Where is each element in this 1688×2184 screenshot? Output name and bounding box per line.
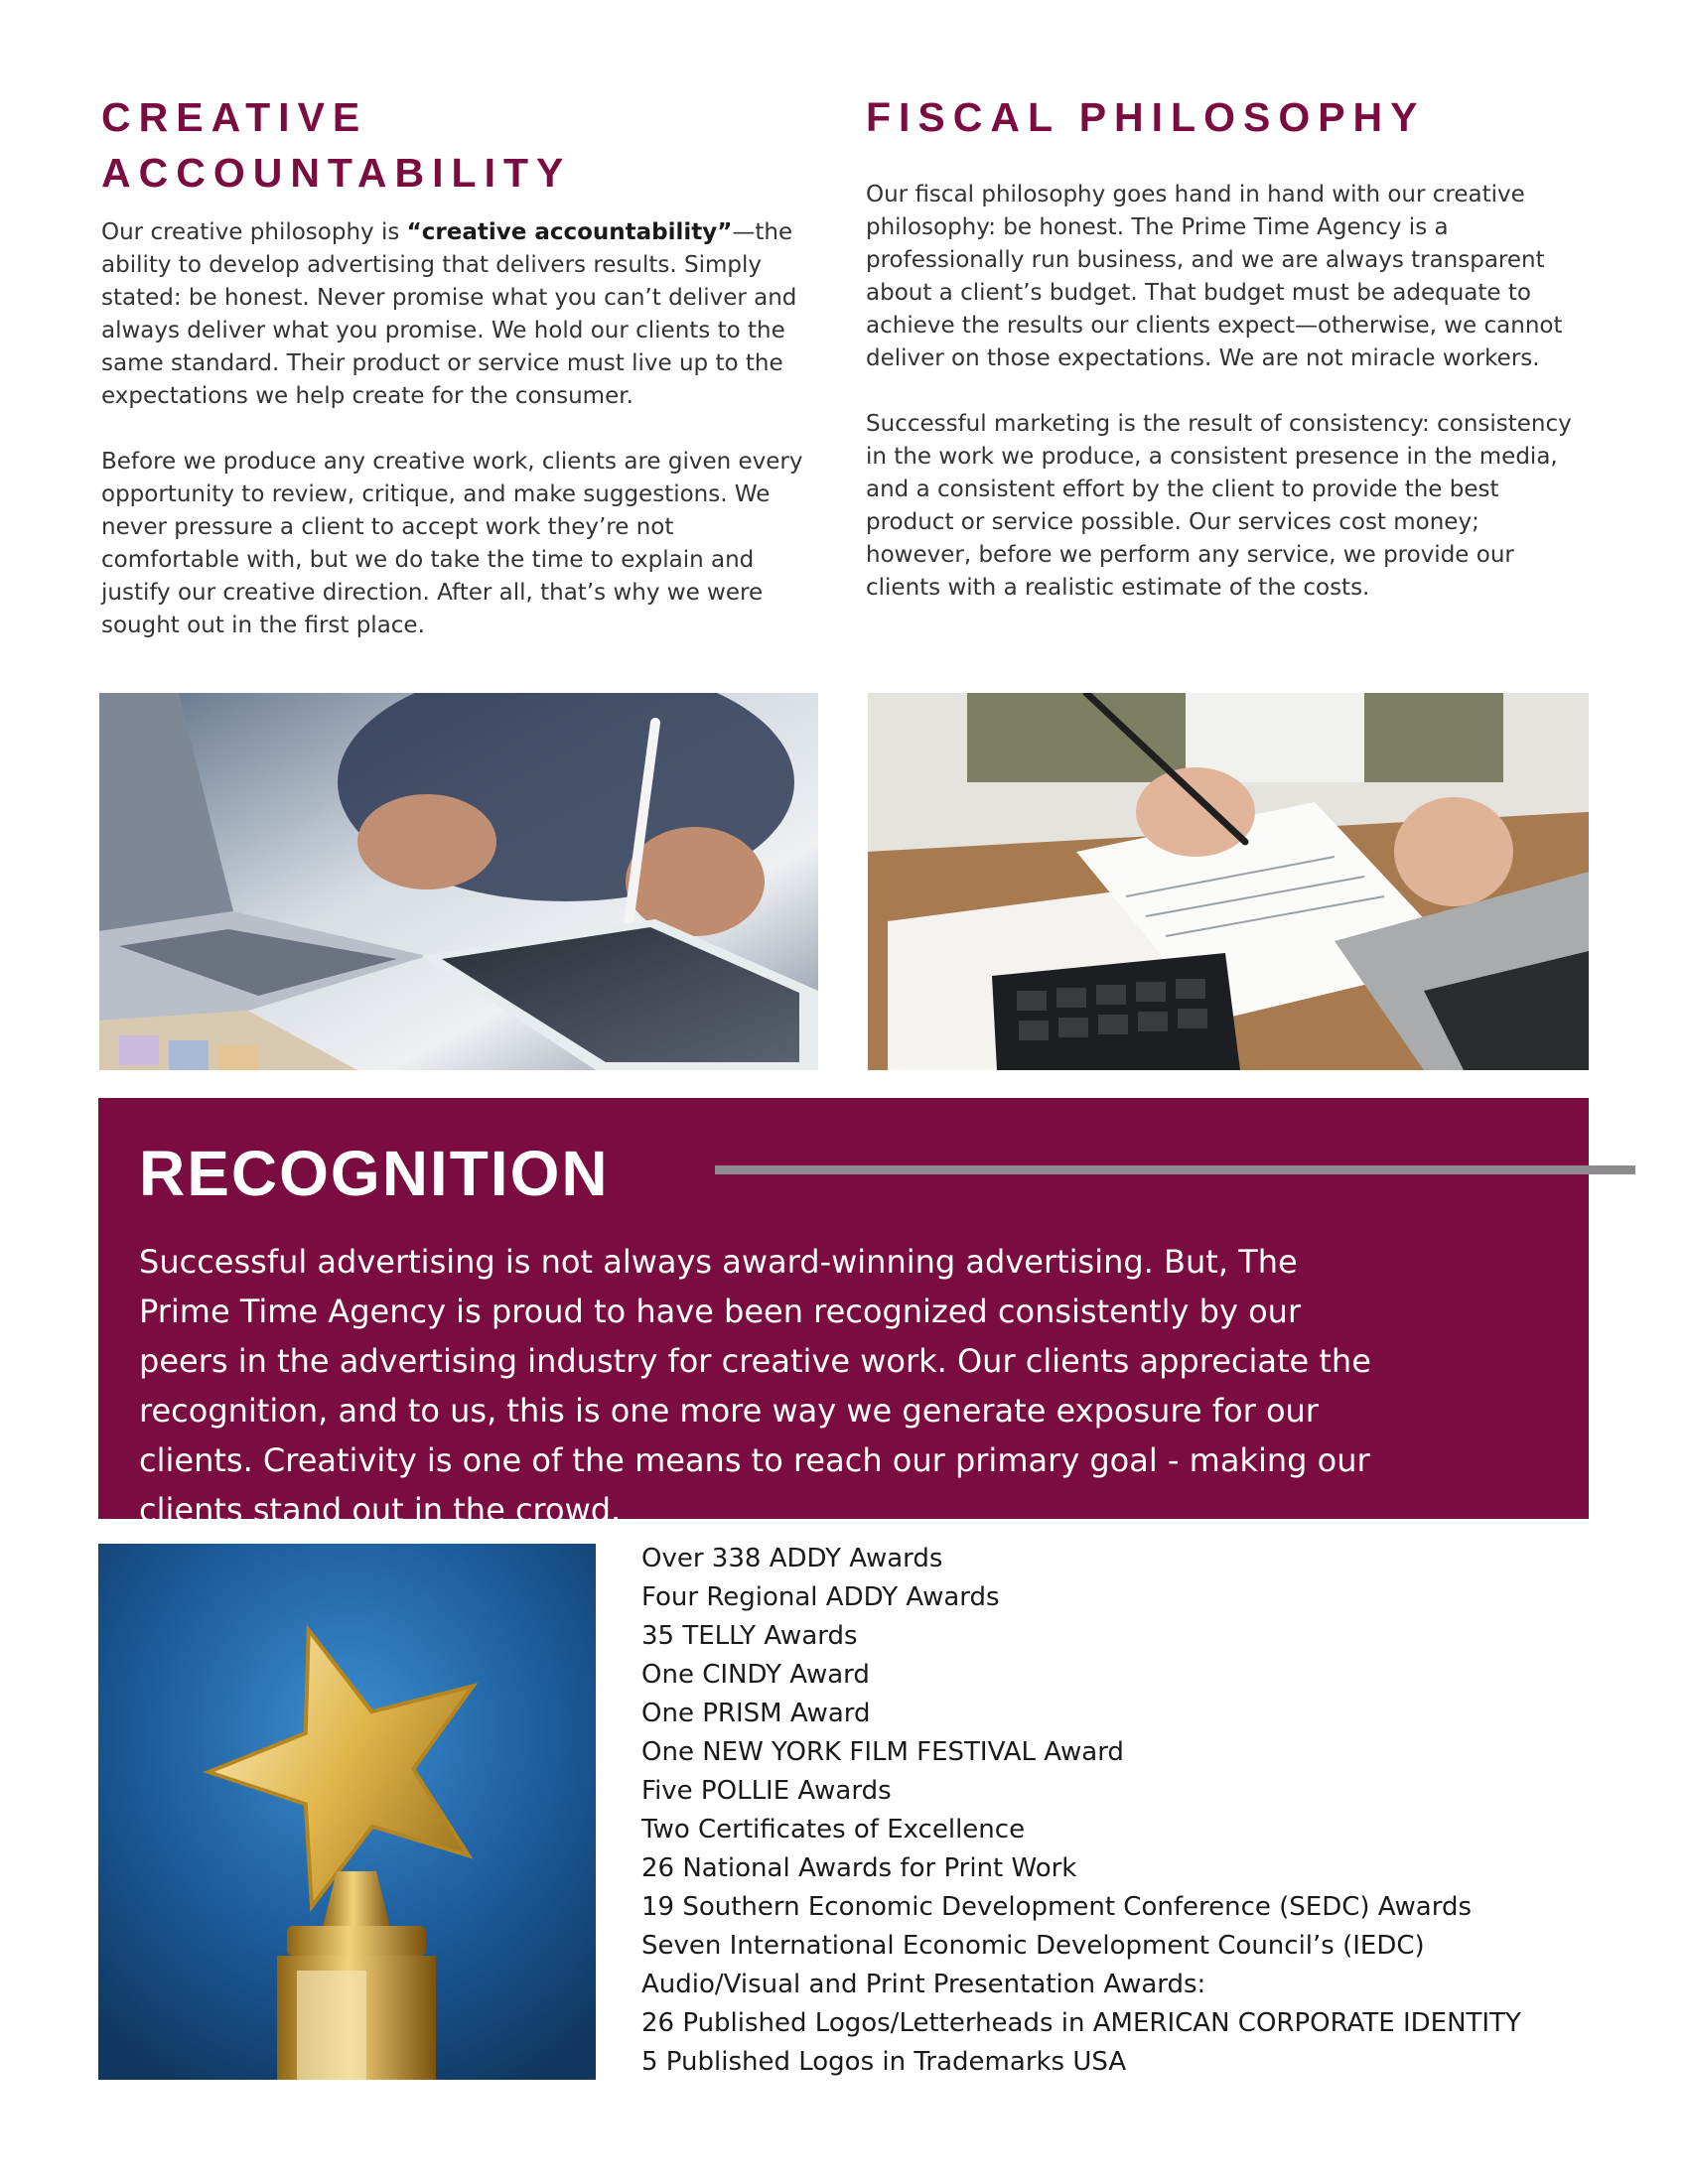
creative-paragraph-1	[101, 216, 816, 413]
recognition-divider	[715, 1165, 1635, 1174]
fiscal-paragraph-2: Successful marketing is the result of consistency: consistency in the work we produce, a consistent presence in the media, and a consistent effort by the client to provide the best product or service possible. Our services cost money; however, before we perform any service, we provide our clients with a realistic estimate of the costs.	[866, 411, 1572, 601]
creative-p1-rest: —the ability to develop advertising that delivers results. Simply stated: be honest. Never promise what you can’t deliver and always deliver what you promise. We hold our clients to the same standard. Their product or service must live up to the expectations we help create for the consumer.	[101, 219, 797, 409]
fiscal-paragraph-1: Our fiscal philosophy goes hand in hand with our creative philosophy: be honest. The Prime Time Agency is a professionally run business, and we are always transparent about a client’s budget. That budget must be adequate to achieve the results our clients expect—otherwise, we cannot deliver on those expectations. We are not miracle workers.	[866, 182, 1563, 371]
award-item: 26 Published Logos/Letterheads in AMERICAN CORPORATE IDENTITY	[641, 2008, 1521, 2038]
award-item: Five POLLIE Awards	[641, 1776, 892, 1806]
award-item: One CINDY Award	[641, 1660, 870, 1690]
creative-p1-intro: Our creative philosophy is	[101, 219, 407, 245]
creative-paragraph-2: Before we produce any creative work, clients are given every opportunity to review, critique, and make suggestions. We never pressure a client to accept work they’re not comfortable with, but we do take the time to explain and justify our creative direction. After all, that’s why we were sought out in the first place.	[101, 449, 803, 638]
award-item: Over 338 ADDY Awards	[641, 1544, 943, 1573]
tablet-stylus-photo	[99, 693, 818, 1070]
tablet-stylus-illustration	[99, 693, 818, 1070]
award-item: Four Regional ADDY Awards	[641, 1582, 1000, 1612]
award-item: Two Certificates of Excellence	[641, 1815, 1026, 1844]
recognition-paragraph: Successful advertising is not always award-winning advertising. But, The Prime Time Agency is proud to have been recognized consistently by our peers in the advertising industry for creative work. Our clients appreciate the recognition, and to us, this is one more way we generate exposure for our clients. Creativity is one of the means to reach our primary goal - making our clients stand out in the crowd.	[139, 1243, 1371, 1529]
awards-list	[641, 1540, 1585, 2082]
creative-accountability-emphasis: “creative accountability”	[406, 219, 733, 245]
heading-line-1: CREATIVE	[101, 94, 368, 140]
creative-accountability-heading	[101, 89, 816, 201]
award-item: One PRISM Award	[641, 1699, 871, 1728]
award-item: 19 Southern Economic Development Conference (SEDC) Awards	[641, 1892, 1473, 1922]
heading-line-2: ACCOUNTABILITY	[101, 150, 572, 196]
award-item: 5 Published Logos in Trademarks USA	[641, 2047, 1127, 2077]
award-item: 35 TELLY Awards	[641, 1621, 858, 1651]
star-trophy-photo	[98, 1544, 596, 2080]
award-item: Audio/Visual and Print Presentation Awards:	[641, 1970, 1206, 1999]
award-item: 26 National Awards for Print Work	[641, 1853, 1077, 1883]
calculator-notebook-photo	[868, 693, 1589, 1070]
award-item: Seven International Economic Development Council’s (IEDC)	[641, 1931, 1425, 1961]
recognition-heading: RECOGNITION	[139, 1138, 610, 1209]
star-trophy-icon	[98, 1544, 596, 2080]
calculator-notebook-illustration	[868, 693, 1589, 1070]
recognition-banner	[98, 1098, 1589, 1529]
award-item: One NEW YORK FILM FESTIVAL Award	[641, 1737, 1124, 1767]
fiscal-philosophy-heading: FISCAL PHILOSOPHY	[866, 94, 1426, 140]
creative-accountability-section	[101, 89, 816, 642]
fiscal-philosophy-section	[866, 89, 1591, 605]
